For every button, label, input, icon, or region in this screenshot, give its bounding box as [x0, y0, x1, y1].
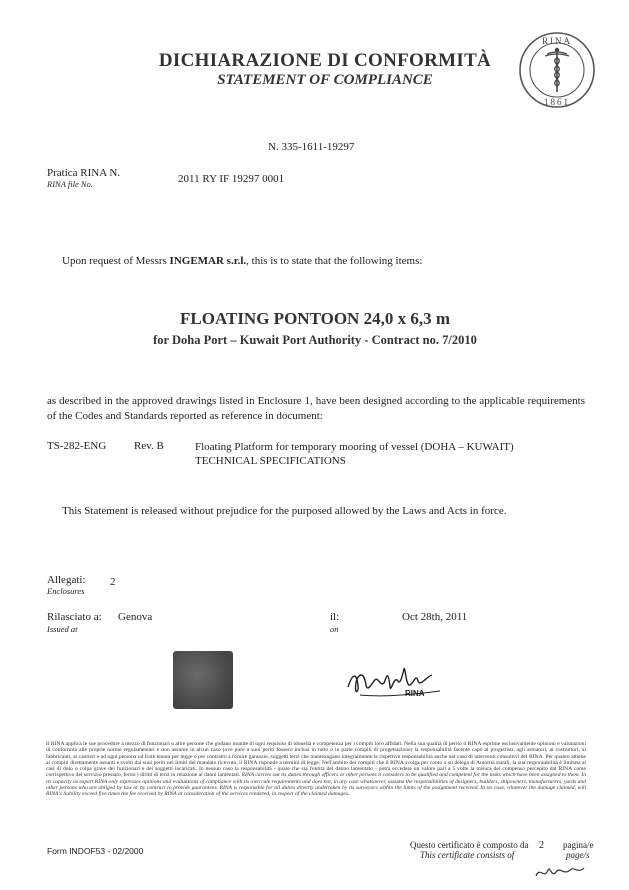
enclosures-label-en: Enclosures [47, 586, 85, 596]
legal-fine-print [46, 741, 586, 798]
statement-paragraph: This Statement is released without prejudice for the purposed allowed by the Laws and Acts in force. [62, 505, 507, 517]
spec-code: TS-282-ENG [47, 440, 107, 452]
file-label-en: RINA file No. [47, 179, 93, 189]
document-subtitle: STATEMENT OF COMPLIANCE [217, 72, 433, 88]
legal-fine-print-it: Il RINA applica le sue procedure a mezzo di funzionari o altre persone che godano munite di ogni requisito di idoneità e competenza per i compiti loro affidati. Nella sua qualità di perito il RINA esprime esclusivamente opinioni e valutazioni di conformità alle proprie norme regolamentari e non assume in alcun caso (ove pure a suoi periti fossero inclusi in tutto o in parte compiti di progettazione) la responsabilità facente capo ai progettisti, agli armatori, ai costruttori, ai fabbricanti, ai cantieri e ad ogni persona od Ente tenuta per legge o per contratto a fornire garanzie, soggetti terzi che manteangano integralmente le rispettive responsabilità anche nel caso di interventi consultivi del RINA. Per quanto attiene ai compiti direttamente assunti e svolti dai suoi periti nei limiti del mandato ricevuto, il RINA risponde a termini di legge. Nell'ambito dei compiti che il RINA svolga per conto o su delega di Autorità statali, la sua responsabilità è limitata ai casi di dolo o colpa grave dei funzionari e dei soggetti incaricati. In nessun caso la responsabilità - quale che sia l'entità del danno lamentato - potrà eccedere un valore pari a 5 volte la misura del compenso percepito dal RINA come corrispettivo del servizio prestato, fermi i diritti di terzi in relazione ai danni lamentati. [46, 741, 586, 779]
embossed-stamp [173, 651, 233, 709]
issued-place: Genova [118, 611, 153, 623]
spec-description-line1: Floating Platform for temporary mooring of vessel (DOHA – KUWAIT) [195, 441, 514, 453]
enclosures-label: Allegati: [47, 574, 86, 586]
file-label: Pratica RINA N. [47, 167, 121, 179]
page-count: 2 [539, 840, 544, 851]
pages-label: Questo certificato è composto da [410, 840, 529, 850]
spec-description-line2: TECHNICAL SPECIFICATIONS [195, 455, 346, 467]
caduceus-seal-icon [517, 30, 597, 110]
issued-on-label: il: [330, 611, 340, 623]
pages-unit-en: page/s [566, 850, 590, 860]
issued-date: Oct 28th, 2011 [402, 611, 468, 623]
document-title: DICHIARAZIONE DI CONFORMITÀ [158, 50, 492, 71]
spec-description [195, 440, 585, 468]
issued-at-label: Rilasciato a: [47, 611, 102, 623]
request-prefix: Upon request of Messrs [62, 255, 170, 267]
signature-icon [340, 657, 450, 707]
issued-at-label-en: Issued at [47, 624, 78, 634]
seal-top-text: RINA [542, 36, 572, 46]
issued-on-label-en: on [330, 624, 339, 634]
pages-unit: pagina/e [563, 840, 594, 850]
pages-label-en: This certificate consists of [420, 850, 515, 860]
signature-label: RINA [405, 689, 425, 698]
legal-fine-print-en: RINA carries out its duties through officers or other persons it considers to be qualified and competent for the tasks which have been assigned to them. In its capacity as expert RINA only expresses opinions and evaluations of compliance with its own rule requirements and does not, in any case whatsoever, assume the responsibilities of designers, builders, shipowners, manufacturers, yards and other persons who are obliged by law or by contract to provide guarantees. RINA is responsible for all duties directly undertaken by its surveyors within the limits of the assignment received. In no case, whatever the damage claimed, will RINA's liability exceed five times the fee received by RINA in consideration of the services rendered, in respect of the claimed damages. [46, 772, 586, 798]
spec-revision: Rev. B [134, 440, 164, 452]
file-number: 2011 RY IF 19297 0001 [178, 173, 285, 185]
request-suffix: , this is to state that the following items: [246, 255, 423, 267]
described-paragraph: as described in the approved drawings listed in Enclosure 1, have been designed according to the applicable requirements of the Codes and Standards reported as reference in document: [47, 395, 585, 422]
initials-icon [530, 860, 590, 885]
company-name: INGEMAR s.r.l. [169, 255, 247, 267]
seal-year: 1861 [544, 97, 570, 107]
item-title: FLOATING PONTOON 24,0 x 6,3 m [180, 309, 450, 328]
form-code: Form INDOF53 - 02/2000 [47, 846, 144, 856]
request-text [62, 255, 422, 267]
document-number: N. 335-1611-19297 [268, 141, 355, 153]
item-subtitle: for Doha Port – Kuwait Port Authority - Contract no. 7/2010 [153, 333, 477, 347]
enclosures-count: 2 [110, 576, 116, 588]
